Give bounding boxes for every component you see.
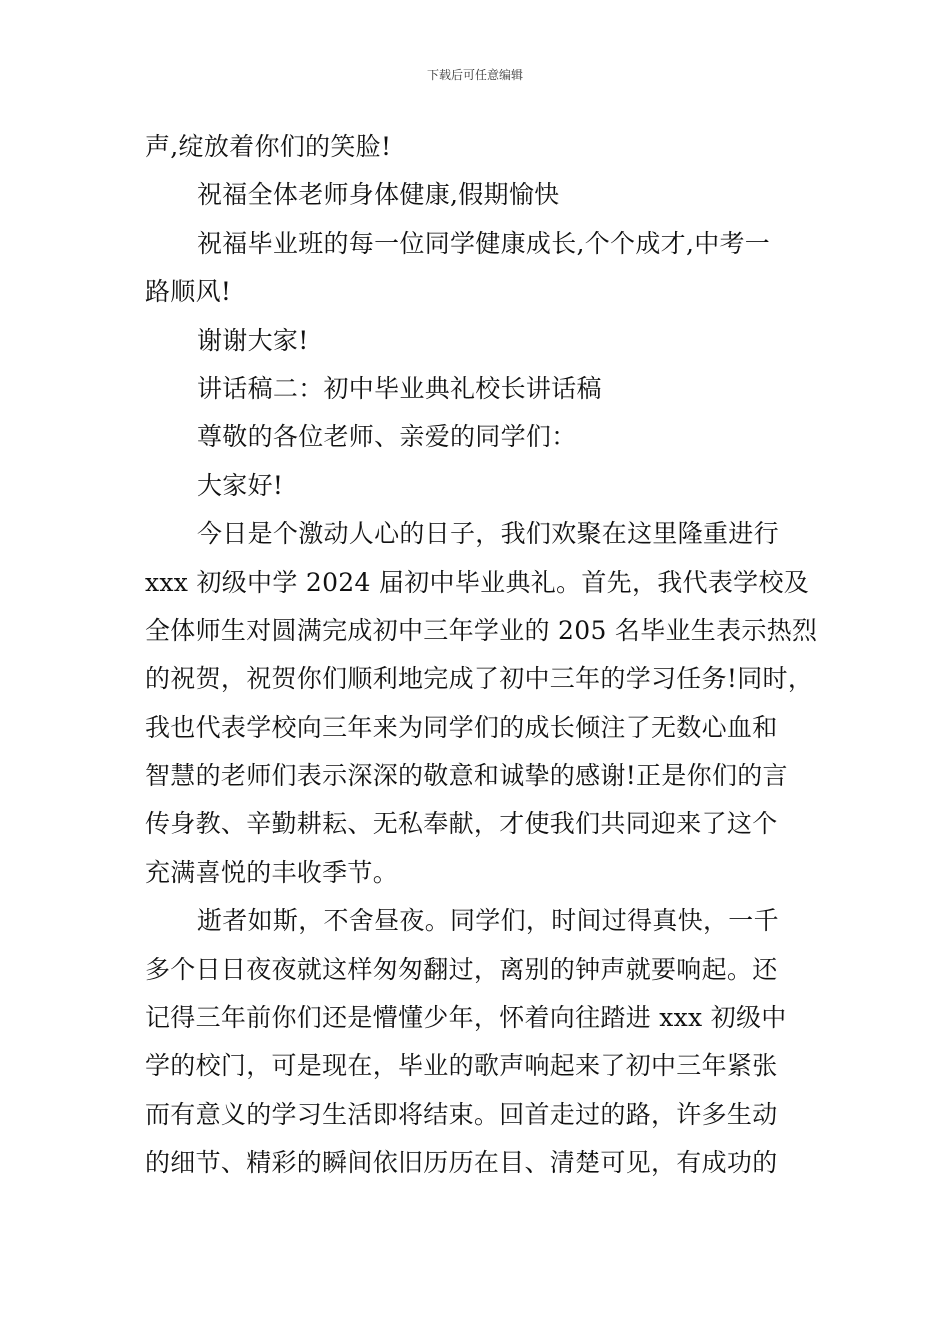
page-header-note: 下载后可任意编辑 bbox=[426, 68, 523, 82]
text-line: 全体师生对圆满完成初中三年学业的 205 名毕业生表示热烈 bbox=[145, 615, 818, 645]
text-line: 智慧的老师们表示深深的敬意和诚挚的感谢!正是你们的言 bbox=[145, 761, 788, 791]
text-line: 讲话稿二：初中毕业典礼校长讲话稿 bbox=[197, 373, 602, 403]
document-body bbox=[145, 123, 825, 1188]
text-line: 路顺风! bbox=[145, 277, 232, 307]
text-line: 祝福全体老师身体健康,假期愉快 bbox=[197, 180, 560, 210]
text-line: 尊敬的各位老师、亲爱的同学们： bbox=[197, 422, 577, 452]
text-line: 今日是个激动人心的日子，我们欢聚在这里隆重进行 bbox=[197, 519, 779, 549]
text-line: 而有意义的学习生活即将结束。回首走过的路，许多生动 bbox=[145, 1099, 778, 1129]
text-line: xxx 初级中学 2024 届初中毕业典礼。首先，我代表学校及 bbox=[145, 567, 810, 597]
text-line: 传身教、辛勤耕耘、无私奉献，才使我们共同迎来了这个 bbox=[145, 809, 778, 839]
text-line: 大家好! bbox=[197, 470, 284, 500]
text-line: 祝福毕业班的每一位同学健康成长,个个成才,中考一 bbox=[197, 228, 771, 258]
text-line: 的祝贺，祝贺你们顺利地完成了初中三年的学习任务!同时， bbox=[145, 664, 814, 694]
text-line: 多个日日夜夜就这样匆匆翻过，离别的钟声就要响起。还 bbox=[145, 954, 778, 984]
text-line: 声,绽放着你们的笑脸! bbox=[145, 132, 392, 161]
text-line: 学的校门，可是现在，毕业的歌声响起来了初中三年紧张 bbox=[145, 1051, 778, 1081]
text-line: 充满喜悦的丰收季节。 bbox=[145, 857, 399, 887]
text-line: 我也代表学校向三年来为同学们的成长倾注了无数心血和 bbox=[145, 712, 778, 742]
text-line: 记得三年前你们还是懵懂少年，怀着向往踏进 xxx 初级中 bbox=[145, 1003, 787, 1033]
text-line: 逝者如斯，不舍昼夜。同学们，时间过得真快，一千 bbox=[197, 906, 779, 936]
text-line: 的细节、精彩的瞬间依旧历历在目、清楚可见，有成功的 bbox=[145, 1148, 778, 1178]
text-line: 谢谢大家! bbox=[197, 325, 309, 355]
